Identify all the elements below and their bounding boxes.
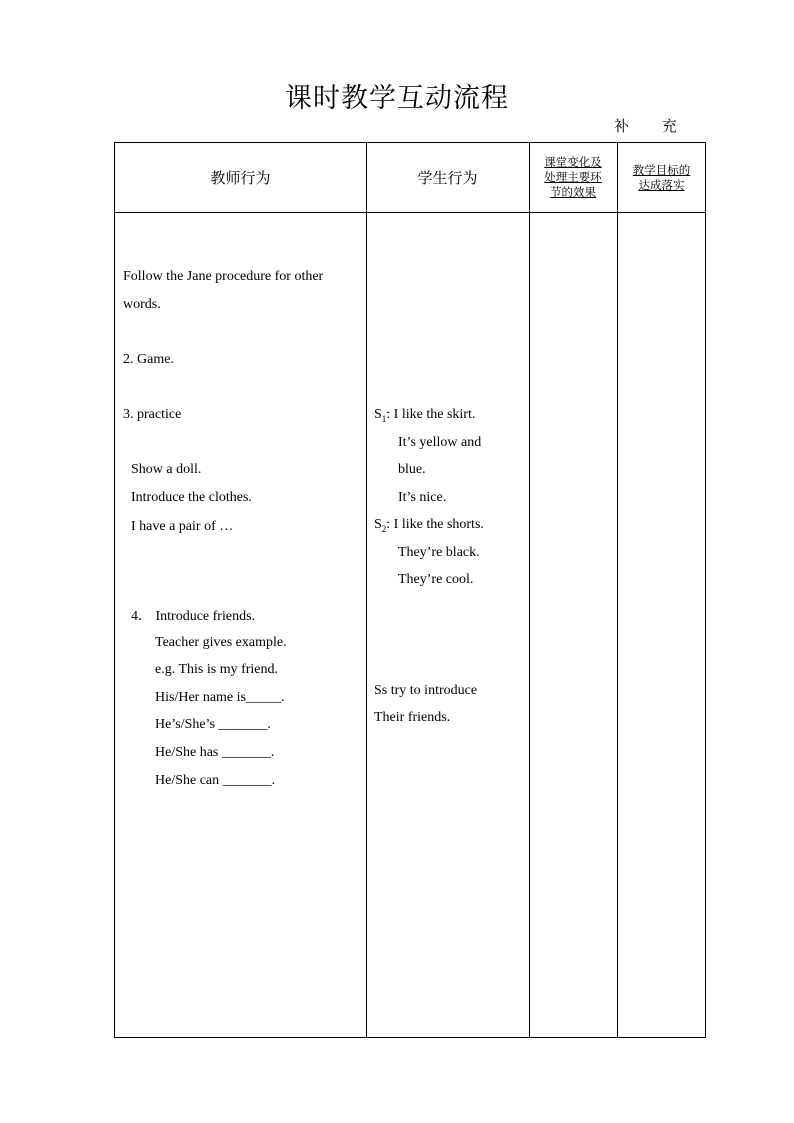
student-line: It’s yellow and bbox=[398, 435, 482, 450]
header-goal-line: 教学目标的 bbox=[632, 162, 691, 177]
header-divider bbox=[115, 212, 705, 213]
teacher-line: Teacher gives example. bbox=[155, 635, 287, 650]
student-text: : I like the shorts. bbox=[386, 517, 484, 532]
student-line: Their friends. bbox=[374, 710, 451, 725]
student-label: S bbox=[374, 407, 382, 422]
header-class-effect-line: 课堂变化及 bbox=[544, 155, 602, 169]
teacher-line: 4． Introduce friends. bbox=[131, 609, 256, 624]
student-subscript: 2 bbox=[381, 523, 387, 534]
teacher-line: Follow the Jane procedure for other bbox=[123, 269, 324, 284]
student-line: They’re cool. bbox=[398, 572, 474, 587]
header-teacher-behavior: 教师行为 bbox=[210, 169, 271, 187]
header-goal-achievement bbox=[617, 143, 706, 212]
student-line: It’s nice. bbox=[398, 490, 447, 505]
student-line-s2 bbox=[374, 517, 484, 534]
header-class-effect-line: 处理主要环 bbox=[544, 170, 602, 184]
student-line-s1 bbox=[374, 407, 475, 424]
teacher-line: I have a pair of … bbox=[131, 519, 234, 534]
lesson-flow-table bbox=[114, 142, 706, 1038]
teacher-line: e.g. This is my friend. bbox=[155, 662, 279, 677]
student-line: Ss try to introduce bbox=[374, 683, 478, 698]
header-class-effect bbox=[529, 143, 617, 212]
teacher-line: He/She has _______. bbox=[155, 745, 275, 760]
supplement-label: 补 充 bbox=[614, 117, 691, 135]
header-class-effect-line: 节的效果 bbox=[550, 185, 596, 199]
teacher-line: Introduce the clothes. bbox=[131, 490, 252, 505]
student-label: S bbox=[374, 517, 382, 532]
column-divider bbox=[366, 143, 367, 1037]
header-student-behavior: 学生行为 bbox=[417, 169, 478, 187]
teacher-line: He/She can _______. bbox=[155, 773, 276, 788]
page-title: 课时教学互动流程 bbox=[285, 83, 509, 114]
teacher-line: His/Her name is_____. bbox=[155, 690, 285, 705]
teacher-line: Show a doll. bbox=[131, 462, 202, 477]
student-line: blue. bbox=[398, 462, 426, 477]
teacher-line: words. bbox=[123, 297, 161, 312]
student-subscript: 1 bbox=[381, 413, 387, 424]
column-divider bbox=[617, 143, 618, 1037]
teacher-line: 2. Game. bbox=[123, 352, 174, 367]
teacher-line: He’s/She’s _______. bbox=[155, 717, 271, 732]
teacher-line: 3. practice bbox=[123, 407, 182, 422]
student-line: They’re black. bbox=[398, 545, 480, 560]
header-goal-line: 达成落实 bbox=[638, 177, 685, 192]
column-divider bbox=[529, 143, 530, 1037]
student-text: : I like the skirt. bbox=[386, 407, 476, 422]
